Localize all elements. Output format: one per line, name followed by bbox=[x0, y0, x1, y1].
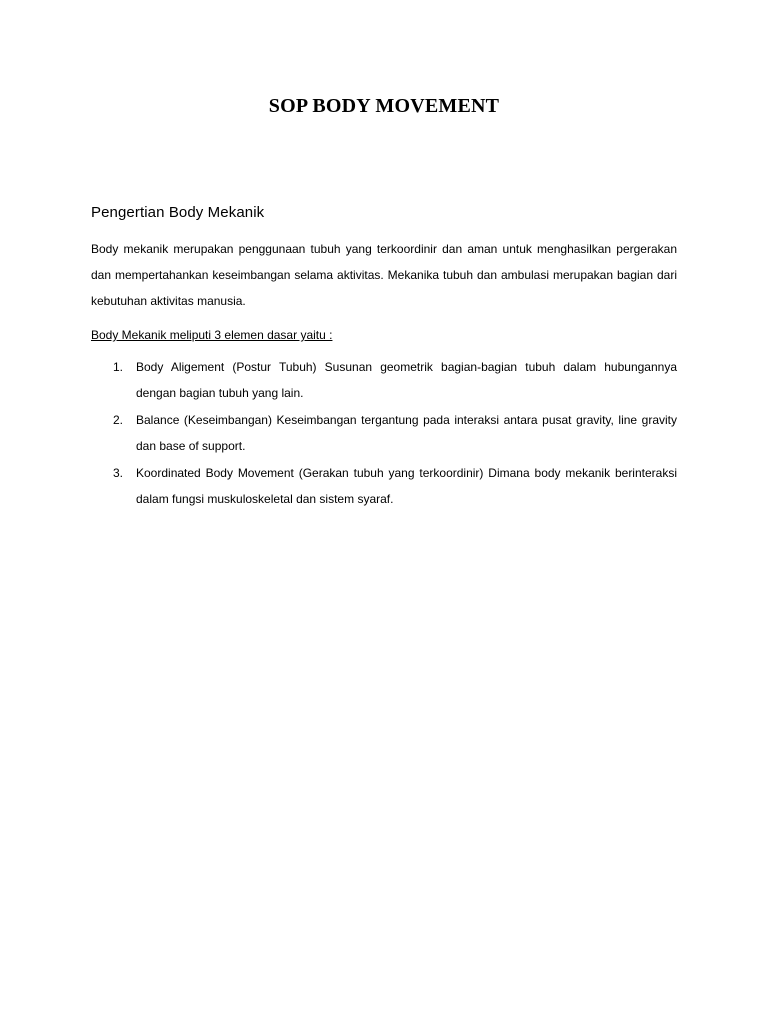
document-title: SOP BODY MOVEMENT bbox=[268, 95, 500, 117]
list-item bbox=[91, 407, 677, 459]
list-item-text: Body Aligement (Postur Tubuh) Susunan geometrik bagian-bagian tubuh dalam hubungannya dengan bagian tubuh yang lain. bbox=[136, 360, 677, 400]
element-list bbox=[91, 354, 677, 513]
list-item-text: Balance (Keseimbangan) Keseimbangan tergantung pada interaksi antara pusat gravity, line gravity dan base of support. bbox=[136, 413, 677, 453]
list-item bbox=[91, 354, 677, 406]
list-item bbox=[91, 460, 677, 512]
section-heading: Pengertian Body Mekanik bbox=[91, 204, 265, 221]
list-item-number: 1. bbox=[113, 360, 124, 374]
intro-paragraph: Body mekanik merupakan penggunaan tubuh yang terkoordinir dan aman untuk menghasilkan pergerakan dan mempertahankan keseimbangan selama aktivitas. Mekanika tubuh dan ambulasi merupakan bagian dari kebutuhan aktivitas manusia. bbox=[91, 242, 677, 308]
list-item-number: 3. bbox=[113, 466, 124, 480]
list-item-number: 2. bbox=[113, 413, 124, 427]
list-lead-text: Body Mekanik meliputi 3 elemen dasar yaitu : bbox=[91, 328, 333, 342]
list-item-text: Koordinated Body Movement (Gerakan tubuh yang terkoordinir) Dimana body mekanik berinteraksi dalam fungsi muskuloskeletal dan sistem syaraf. bbox=[136, 466, 677, 506]
